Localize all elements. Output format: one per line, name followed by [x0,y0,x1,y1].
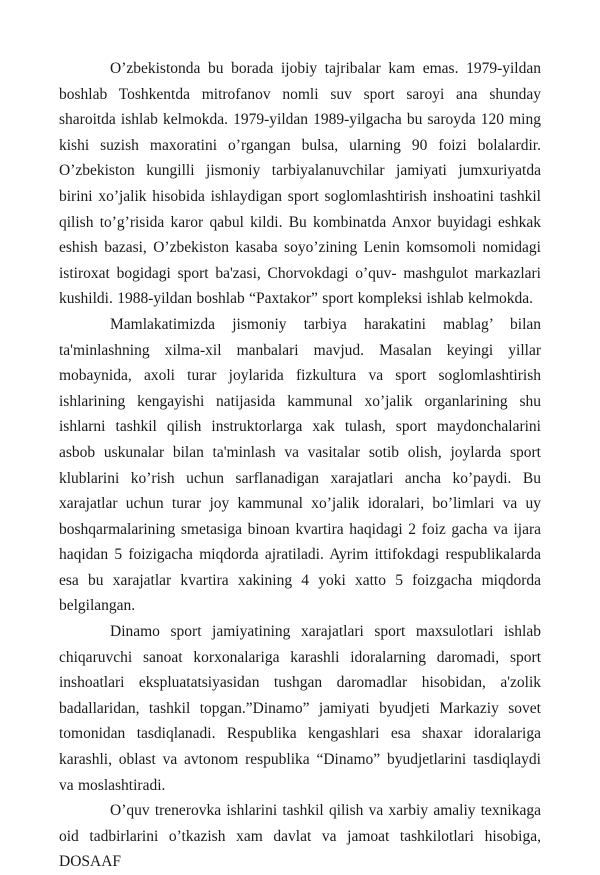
paragraph-training-work: O’quv trenerovka ishlarini tashkil qilish va xarbiy amaliy texnikaga oid tadbirlarini o’tkazish xam davlat va jamoat tashkilotlari hisobiga, DOSAAF [59,802,541,871]
paragraph-dinamo-society: Dinamo sport jamiyatining xarajatlari sport maxsulotlari ishlab chiqaruvchi sanoat korxonalariga karashli idoralarning daromadi, sport inshoatlari ekspluatatsiyasidan tushgan daromadlar hisobidan, a'zolik badallaridan, tashkil topgan.”Dinamo” jamiyati byudjeti Markaziy sovet tomonidan tasdiqlanadi. Respublika kengashlari esa shaxar idoralariga karashli, oblast va avtonom respublika “Dinamo” byudjetlarini tasdiqlaydi va moslashtiradi. [59,623,541,794]
paragraph-sports-facilities: O’zbekistonda bu borada ijobiy tajribalar kam emas. 1979-yildan boshlab Toshkentda mitrofanov nomli suv sport saroyi ana shunday sharoitda ishlab kelmokda. 1979-yildan 1989-yilgacha bu saroyda 120 ming kishi suzish maxoratini o’rgangan bulsa, ularning 90 foizi bolalardir. O’zbekiston kungilli jismoniy tarbiyalanuvchilar jamiyati jumxuriyatda birini xo’jalik hisobida ishlaydigan sport soglomlashtirish inshoatini tashkil qilish to’g’risida karor qabul kildi. Bu kombinatda Anxor buyidagi eshkak eshish bazasi, O’zbekiston kasaba soyo’zining Lenin komsomoli nomidagi istiroxat bogidagi sport ba'zasi, Chorvokdagi o’quv- mashgulot markazlari kushildi. 1988-yildan boshlab “Paxtakor” sport kompleksi ishlab kelmokda. [59,60,541,308]
document-page [59,56,541,875]
paragraph-funding-sources: Mamlakatimizda jismoniy tarbiya harakatini mablag’ bilan ta'minlashning xilma-xil manbalari mavjud. Masalan keyingi yillar mobaynida, axoli turar joylarida fizkultura va sport soglomlashtirish ishlarining kengayishi natijasida kammunal xo’jalik organlarining shu ishlarni tashkil qilish instruktorlarga xak tulash, sport maydonchalarini asbob uskunalar bilan ta'minlash va vasitalar sotib olish, joylarda sport klublarini ko’rish uchun sarflanadigan xarajatlari ancha ko’paydi. Bu xarajatlar uchun turar joy kammunal xo’jalik idoralari, bo’limlari va uy boshqarmalarining smetasiga binoan kvartira haqidagi 2 foiz gacha va ijara haqidan 5 foizigacha miqdorda ajratiladi. Ayrim ittifokdagi respublikalarda esa bu xarajatlar kvartira xakining 4 yoki xatto 5 foizgacha miqdorda belgilangan. [59,315,541,615]
